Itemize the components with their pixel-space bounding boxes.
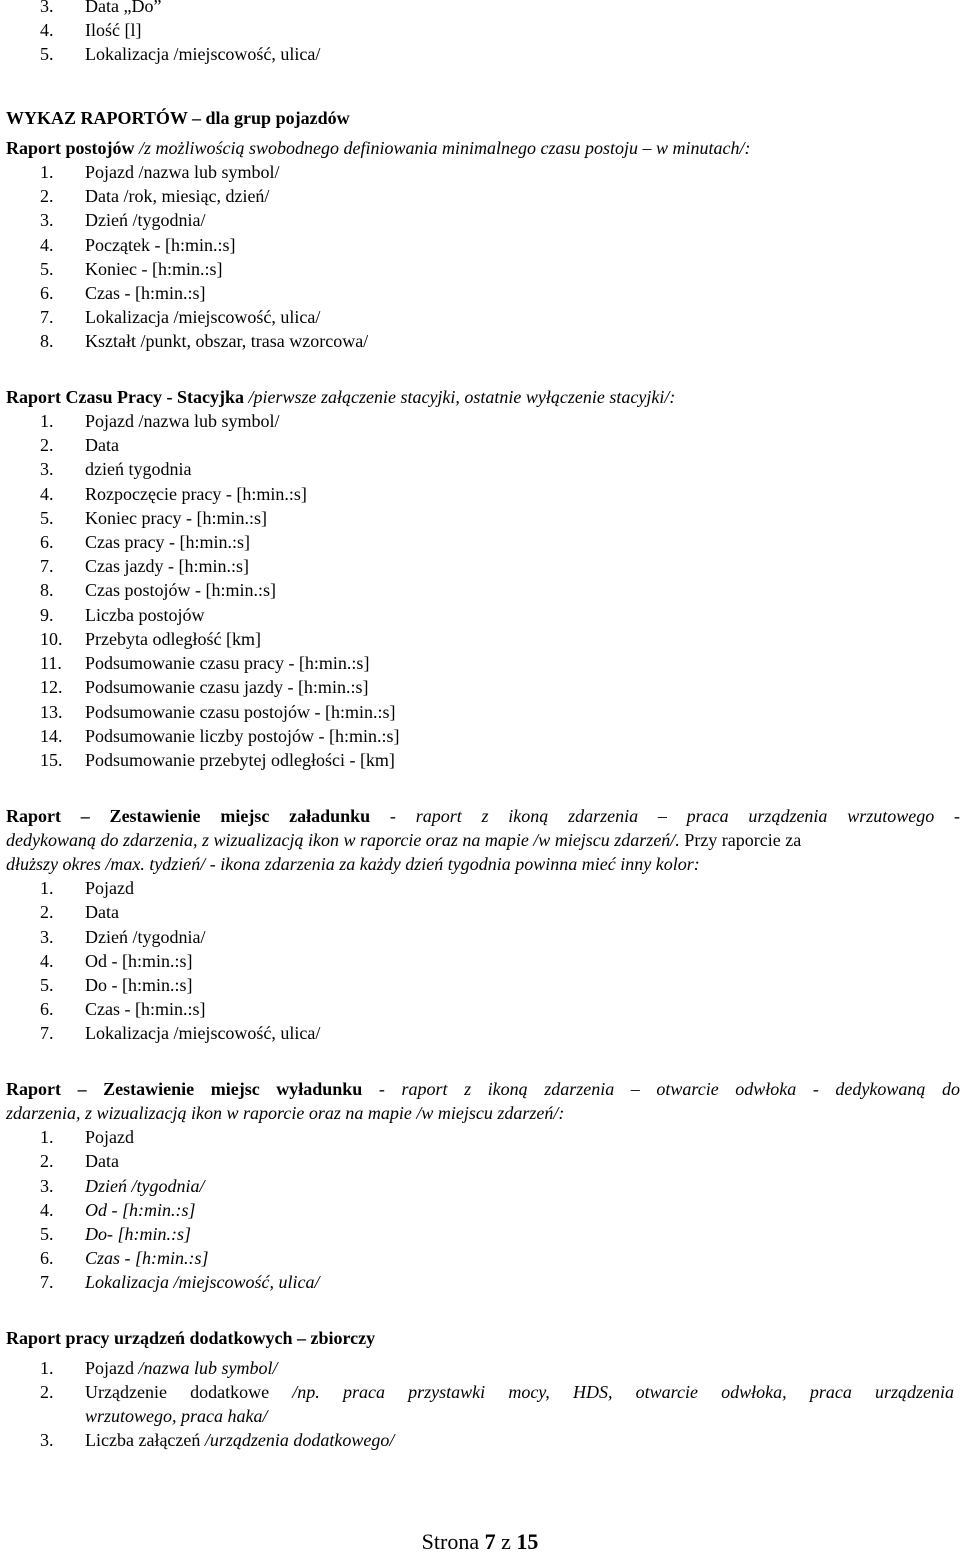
- report-heading-dodatkowe: Raport pracy urządzeń dodatkowych – zbiorczy: [6, 1328, 376, 1348]
- report-heading-postoje: Raport postojów /z możliwością swobodnego definiowania minimalnego czasu postoju – w minutach/:: [6, 138, 751, 158]
- report-heading-wyladunek: Raport – Zestawienie miejsc wyładunku - raport z ikoną zdarzenia – otwarcie odwłoka - dedykowaną do: [6, 1079, 960, 1099]
- page-footer: Strona 7 z 15: [421, 1529, 539, 1554]
- report-note-line: dedykowaną do zdarzenia, z wizualizacją ikon w raporcie oraz na mapie /w miejscu zdarzeń/. Przy raporcie za: [6, 830, 802, 850]
- document-page: 3. Data „Do” 4. Ilość [l] 5. Lokalizacja /miejscowość, ulica/ WYKAZ RAPORTÓW – dla grup pojazdów Raport postojów /z możliwością swobodnego definiowania minimalnego czasu postoju – w minutach/: 1. Pojazd /nazwa lub symbol/ 2. Data /rok, miesiąc, dzień/ 3. Dzień /tygodnia/ 4. Początek - [h:min.:s] 5. Koniec - [h:min.:s] 6. Czas - [h:min.:s] 7. Lokalizacja /miejscowość, ulica/ 8. Kształt /punkt, obszar, trasa wzorcowa/ Raport Czasu Pracy - Stacyjka /pierwsze załączenie stacyjki, ostatnie wyłączenie stacyjki/: 1. Pojazd /nazwa lub symbol/ 2. Data 3. dzień tygodnia 4. Rozpoczęcie pracy - [h:min.:s] 5. Koniec pracy - [h:min.:s] 6. Czas pracy - [h:min.:s] 7. Czas jazdy - [h:min.:s] 8. Czas postojów - [h:min.:s] 9. Liczba postojów 10. Przebyta odległość [km] 11. Podsumowanie czasu pracy - [h:min.:s] 12. Podsumowanie czasu jazdy - [h:min.:s] 13. Podsumowanie czasu postojów - [h:min.:s] 14. Podsumowanie liczby postojów - [h:min.:s] 15. Podsumowanie przebytej odległości - [km] Raport – Zestawienie miejsc załadunku - raport z ikoną zdarzenia – praca urządzenia wrzutowego - dedykowaną do zdarzenia, z wizualizacją ikon w raporcie oraz na mapie /w miejscu zdarzeń/. Przy raporcie za dłuższy okres /max. tydzień/ - ikona zdarzenia za każdy dzień tygodnia powinna mieć inny kolor: 1. Pojazd 2. Data 3. Dzień /tygodnia/ 4. Od - [h:min.:s] 5. Do - [h:min.:s] 6. Czas - [h:min.:s] 7. Lokalizacja /miejscowość, ulica/ Raport – Zestawienie miejsc wyładunku - raport z ikoną zdarzenia – otwarcie odwłoka - dedykowaną do zdarzenia, z wizualizacją ikon w raporcie oraz na mapie /w miejscu zdarzeń/: 1. Pojazd 2. Data 3. Dzień /tygodnia/ 4. Od - [h:min.:s] 5. Do- [h:min.:s] 6. Czas - [h:min.:s] 7. Lokalizacja /miejscowość, ulica/ Raport pracy urządzeń dodatkowych – zbiorczy 1. Pojazd /nazwa lub symbol/ 2. Urządzenie dodatkowe /np. praca przystawki mocy, HDS, otwarcie odwłoka, praca urządzenia wrzutowego, praca haka/ 3. Liczba załączeń /urządzenia dodatkowego/ Strona 7 z 15: [0, 0, 960, 1551]
- section-title: WYKAZ RAPORTÓW – dla grup pojazdów: [6, 108, 350, 128]
- report-heading-zaladunek: Raport – Zestawienie miejsc załadunku - raport z ikoną zdarzenia – praca urządzenia wrzutowego -: [6, 806, 960, 826]
- report-note-line: zdarzenia, z wizualizacją ikon w raporcie oraz na mapie /w miejscu zdarzeń/:: [6, 1103, 565, 1123]
- report-note-line: dłuższy okres /max. tydzień/ - ikona zdarzenia za każdy dzień tygodnia powinna mieć inny kolor:: [6, 854, 700, 874]
- report-heading-stacyjka: Raport Czasu Pracy - Stacyjka /pierwsze załączenie stacyjki, ostatnie wyłączenie stacyjki/:: [6, 387, 676, 407]
